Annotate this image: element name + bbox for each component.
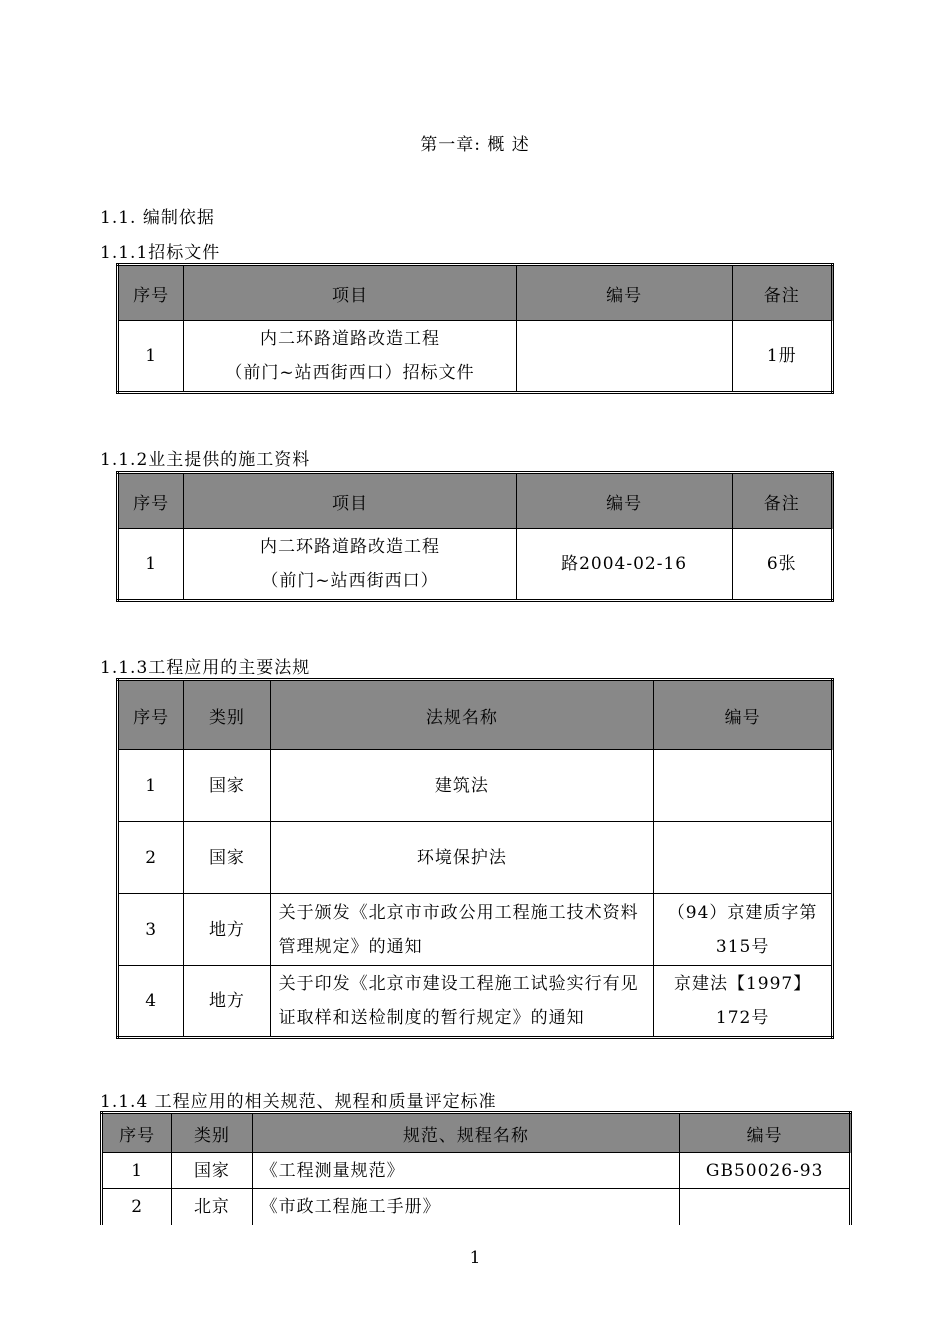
table-row: [118, 822, 833, 894]
row-code: 路2004-02-16: [516, 529, 732, 601]
table-row: [118, 529, 833, 601]
section-heading-1-1-4: 1.1.4 工程应用的相关规范、规程和质量评定标准: [100, 1092, 497, 1112]
header-item: 项目: [184, 473, 516, 529]
row-item-line-1: 内二环路道路改造工程: [259, 537, 440, 557]
row-item-line-1: 内二环路道路改造工程: [259, 329, 440, 349]
table-header-row: [118, 680, 833, 750]
row-no: 2: [118, 822, 184, 894]
table-row: [118, 894, 833, 966]
header-code: 编号: [680, 1113, 851, 1153]
row-name: 环境保护法: [270, 822, 654, 894]
header-type: 类别: [184, 680, 270, 750]
row-code-line-1: （94）京建质字第: [667, 902, 818, 923]
row-code: [680, 1189, 851, 1225]
header-name: 规范、规程名称: [252, 1113, 680, 1153]
header-item: 项目: [184, 265, 516, 321]
section-heading-1-1-2: 1.1.2业主提供的施工资料: [100, 450, 311, 470]
header-name: 法规名称: [270, 680, 654, 750]
row-type: 国家: [184, 750, 270, 822]
row-item-line-2: （前门~站西街西口）: [261, 571, 439, 591]
header-type: 类别: [172, 1113, 252, 1153]
row-remark: 6张: [732, 529, 832, 601]
row-code: [654, 750, 833, 822]
bidding-documents-table: [116, 263, 834, 394]
header-no: 序号: [102, 1113, 172, 1153]
section-heading-1-1: 1.1. 编制依据: [100, 208, 215, 228]
row-code: GB50026-93: [680, 1153, 851, 1189]
table-header-row: [118, 265, 833, 321]
row-type: 地方: [184, 966, 270, 1038]
row-type: 地方: [184, 894, 270, 966]
row-item-line-2: （前门~站西街西口）招标文件: [225, 363, 475, 383]
page-number: 1: [469, 1248, 481, 1268]
row-code: [654, 822, 833, 894]
table-row: [118, 321, 833, 393]
table-row: [102, 1153, 851, 1189]
row-code-line-2: 315号: [715, 936, 770, 957]
row-item: [184, 529, 516, 601]
row-type: 北京: [172, 1189, 252, 1225]
row-remark: 1册: [732, 321, 832, 393]
row-name: 《工程测量规范》: [252, 1153, 680, 1189]
table-header-row: [118, 473, 833, 529]
header-remark: 备注: [732, 473, 832, 529]
row-code: [516, 321, 732, 393]
table-row: [102, 1189, 851, 1225]
row-item: [184, 321, 516, 393]
row-no: 3: [118, 894, 184, 966]
header-no: 序号: [118, 680, 184, 750]
standards-table: [100, 1111, 852, 1225]
row-code-line-1: 京建法【1997】: [673, 974, 812, 994]
owner-materials-table: [116, 471, 834, 602]
row-name: 建筑法: [270, 750, 654, 822]
row-no: 1: [102, 1153, 172, 1189]
row-no: 1: [118, 529, 184, 601]
header-code: 编号: [654, 680, 833, 750]
row-no: 4: [118, 966, 184, 1038]
row-name: 关于颁发《北京市市政公用工程施工技术资料管理规定》的通知: [270, 894, 654, 966]
header-code: 编号: [516, 265, 732, 321]
row-code: [654, 966, 833, 1038]
chapter-title: 第一章: 概 述: [420, 135, 530, 155]
section-heading-1-1-1: 1.1.1招标文件: [100, 243, 221, 263]
row-no: 1: [118, 750, 184, 822]
row-name: 关于印发《北京市建设工程施工试验实行有见证取样和送检制度的暂行规定》的通知: [270, 966, 654, 1038]
table-row: [118, 966, 833, 1038]
row-name: 《市政工程施工手册》: [252, 1189, 680, 1225]
table-header-row: [102, 1113, 851, 1153]
section-heading-1-1-3: 1.1.3工程应用的主要法规: [100, 658, 311, 678]
header-no: 序号: [118, 265, 184, 321]
header-remark: 备注: [732, 265, 832, 321]
row-code: [654, 894, 833, 966]
header-code: 编号: [516, 473, 732, 529]
row-no: 2: [102, 1189, 172, 1225]
row-no: 1: [118, 321, 184, 393]
table-row: [118, 750, 833, 822]
row-type: 国家: [172, 1153, 252, 1189]
row-type: 国家: [184, 822, 270, 894]
header-no: 序号: [118, 473, 184, 529]
row-code-line-2: 172号: [715, 1008, 770, 1028]
regulations-table: [116, 678, 834, 1039]
